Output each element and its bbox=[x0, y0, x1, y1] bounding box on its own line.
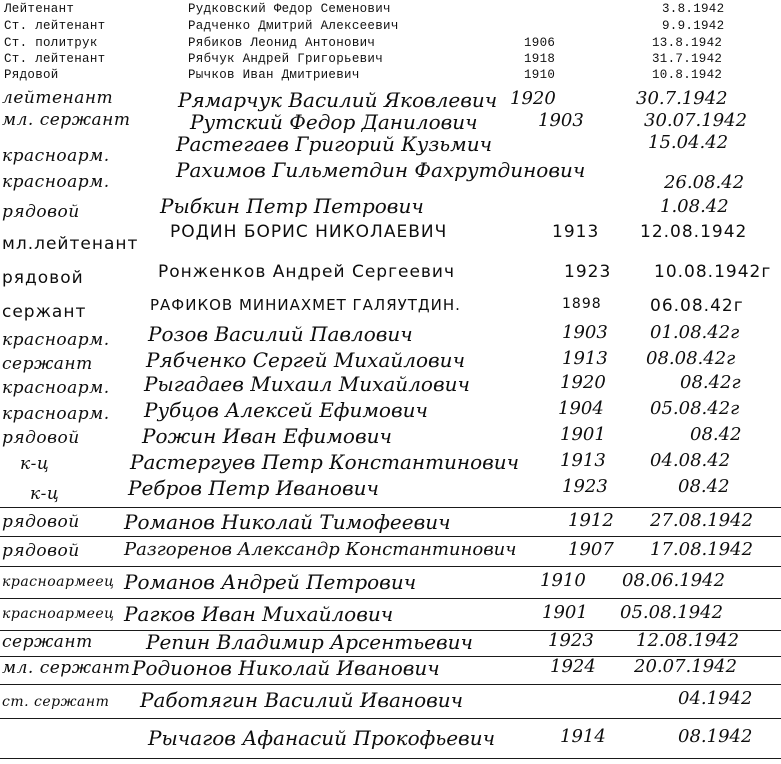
date: 08.1942 bbox=[678, 726, 753, 747]
birth-year: 1920 bbox=[510, 88, 556, 109]
divider-line bbox=[0, 684, 781, 685]
full-name: Рычков Иван Дмитриевич bbox=[188, 68, 360, 82]
date: 17.08.1942 bbox=[650, 539, 754, 560]
full-name: Работягин Василий Иванович bbox=[140, 688, 464, 712]
full-name: Романов Андрей Петрович bbox=[124, 570, 417, 594]
rank: мл. сержант bbox=[2, 658, 131, 678]
birth-year: 1924 bbox=[550, 656, 596, 677]
rank: красноармеец bbox=[2, 606, 115, 622]
birth-year: 1923 bbox=[562, 476, 608, 497]
date: 27.08.1942 bbox=[650, 510, 754, 531]
date: 15.04.42 bbox=[648, 132, 729, 153]
rank: к-ц bbox=[30, 484, 60, 504]
rank: Ст. политрук bbox=[4, 36, 98, 50]
rank: рядовой bbox=[2, 202, 80, 222]
rank: рядовой bbox=[2, 268, 84, 288]
divider-line bbox=[0, 598, 781, 599]
full-name: Рудковский Федор Семенович bbox=[188, 2, 391, 16]
rank: Рядовой bbox=[4, 68, 59, 82]
rank: красноарм. bbox=[2, 146, 110, 166]
full-name: Рябиков Леонид Антонович bbox=[188, 36, 376, 50]
date: 30.7.1942 bbox=[636, 88, 728, 109]
full-name: Репин Владимир Арсентьевич bbox=[146, 630, 473, 654]
birth-year: 1904 bbox=[558, 398, 604, 419]
date: 01.08.42г bbox=[650, 322, 740, 343]
full-name: Ронженков Андрей Сергеевич bbox=[158, 262, 456, 282]
rank: мл. сержант bbox=[2, 110, 131, 130]
date: 13.8.1942 bbox=[652, 36, 723, 50]
birth-year: 1914 bbox=[560, 726, 606, 747]
divider-line bbox=[0, 718, 781, 719]
birth-year: 1901 bbox=[560, 424, 606, 445]
rank: красноармеец bbox=[2, 574, 115, 590]
full-name: Рожин Иван Ефимович bbox=[142, 424, 392, 448]
birth-year: 1901 bbox=[542, 602, 588, 623]
rank: сержант bbox=[2, 632, 93, 652]
birth-year: 1903 bbox=[538, 110, 584, 131]
full-name: Романов Николай Тимофеевич bbox=[124, 510, 451, 534]
full-name: Рыбкин Петр Петрович bbox=[160, 194, 424, 218]
full-name: Рычагов Афанасий Прокофьевич bbox=[148, 726, 496, 750]
date: 05.08.42г bbox=[650, 398, 740, 419]
date: 12.08.1942 bbox=[640, 222, 748, 242]
date: 26.08.42 bbox=[664, 172, 745, 193]
birth-year: 1918 bbox=[524, 52, 556, 66]
rank: красноарм. bbox=[2, 404, 110, 424]
full-name: Рахимов Гильметдин Фахрутдинович bbox=[176, 158, 586, 182]
date: 08.42 bbox=[690, 424, 742, 445]
date: 06.08.42г bbox=[650, 296, 744, 316]
birth-year: 1910 bbox=[540, 570, 586, 591]
date: 30.07.1942 bbox=[644, 110, 748, 131]
date: 08.42г bbox=[680, 372, 741, 393]
rank: рядовой bbox=[2, 541, 80, 561]
full-name: Разгоренов Александр Константинович bbox=[124, 539, 517, 560]
full-name: Рямарчук Василий Яковлевич bbox=[178, 88, 498, 112]
birth-year: 1898 bbox=[562, 296, 602, 312]
divider-line bbox=[0, 507, 781, 508]
full-name: Рубцов Алексей Ефимович bbox=[144, 398, 428, 422]
full-name: Ребров Петр Иванович bbox=[128, 476, 379, 500]
divider-line bbox=[0, 566, 781, 567]
date: 31.7.1942 bbox=[652, 52, 723, 66]
full-name: Рутский Федор Данилович bbox=[190, 110, 478, 134]
full-name: Растергуев Петр Константинович bbox=[130, 450, 520, 474]
rank: мл.лейтенант bbox=[2, 234, 139, 254]
rank: Лейтенант bbox=[4, 2, 75, 16]
divider-line bbox=[0, 536, 781, 537]
birth-year: 1923 bbox=[548, 630, 594, 651]
date: 1.08.42 bbox=[660, 196, 729, 217]
date: 08.06.1942 bbox=[622, 570, 726, 591]
birth-year: 1906 bbox=[524, 36, 556, 50]
date: 12.08.1942 bbox=[636, 630, 740, 651]
full-name: Рябченко Сергей Михайлович bbox=[146, 348, 466, 372]
divider-line bbox=[0, 758, 781, 759]
full-name: РОДИН БОРИС НИКОЛАЕВИЧ bbox=[170, 222, 448, 242]
rank: Ст. лейтенант bbox=[4, 19, 106, 33]
full-name: Рыгадаев Михаил Михайлович bbox=[144, 372, 470, 396]
rank: рядовой bbox=[2, 512, 80, 532]
date: 10.08.1942г bbox=[654, 262, 772, 282]
full-name: РАФИКОВ МИНИАХМЕТ ГАЛЯУТДИН. bbox=[150, 296, 461, 314]
rank: ст. сержант bbox=[2, 694, 110, 710]
full-name: Растегаев Григорий Кузьмич bbox=[176, 132, 493, 156]
birth-year: 1913 bbox=[562, 348, 608, 369]
birth-year: 1913 bbox=[560, 450, 606, 471]
date: 04.08.42 bbox=[650, 450, 731, 471]
birth-year: 1920 bbox=[560, 372, 606, 393]
rank: красноарм. bbox=[2, 330, 110, 350]
rank: сержант bbox=[2, 302, 87, 322]
date: 9.9.1942 bbox=[662, 19, 725, 33]
birth-year: 1910 bbox=[524, 68, 556, 82]
date: 05.08.1942 bbox=[620, 602, 724, 623]
birth-year: 1903 bbox=[562, 322, 608, 343]
birth-year: 1907 bbox=[568, 539, 614, 560]
full-name: Родионов Николай Иванович bbox=[132, 656, 440, 680]
full-name: Рагков Иван Михайлович bbox=[124, 602, 394, 626]
rank: красноарм. bbox=[2, 172, 110, 192]
birth-year: 1912 bbox=[568, 510, 614, 531]
date: 08.08.42г bbox=[646, 348, 736, 369]
date: 08.42 bbox=[678, 476, 730, 497]
full-name: Рябчук Андрей Григорьевич bbox=[188, 52, 384, 66]
rank: Ст. лейтенант bbox=[4, 52, 106, 66]
rank: лейтенант bbox=[2, 88, 114, 108]
date: 10.8.1942 bbox=[652, 68, 723, 82]
full-name: Радченко Дмитрий Алексеевич bbox=[188, 19, 399, 33]
rank: красноарм. bbox=[2, 378, 110, 398]
date: 3.8.1942 bbox=[662, 2, 725, 16]
date: 04.1942 bbox=[678, 688, 753, 709]
rank: сержант bbox=[2, 354, 93, 374]
rank: к-ц bbox=[20, 454, 50, 474]
date: 20.07.1942 bbox=[634, 656, 738, 677]
birth-year: 1923 bbox=[564, 262, 612, 282]
rank: рядовой bbox=[2, 428, 80, 448]
full-name: Розов Василий Павлович bbox=[148, 322, 413, 346]
birth-year: 1913 bbox=[552, 222, 600, 242]
